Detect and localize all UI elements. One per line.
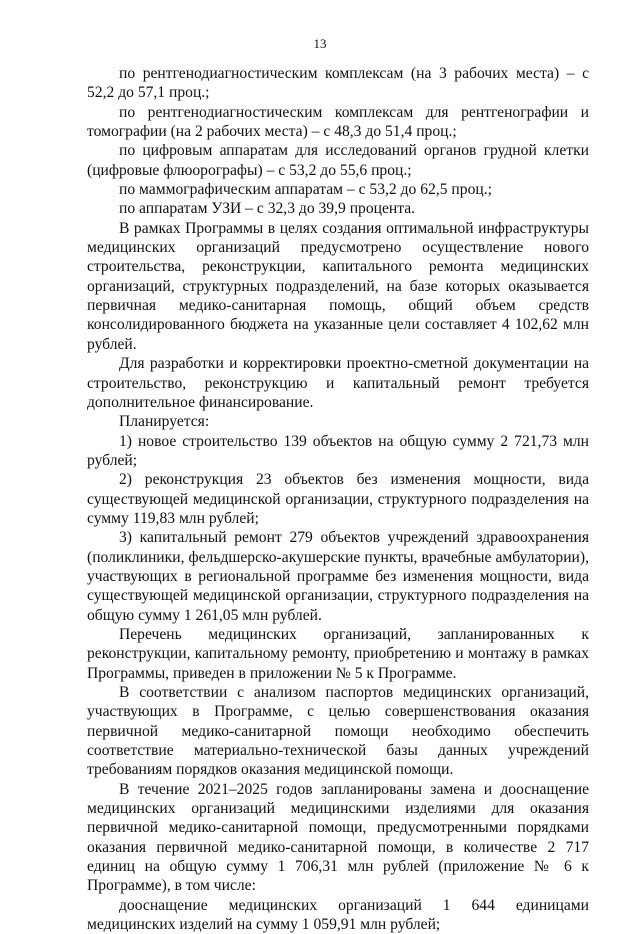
paragraph-appendix-5: Перечень медицинских организаций, запланированных к реконструкции, капитальному ремонту, приобретению и монтажу в рамках Программы, приведен в приложении № 5 к Программе. (87, 625, 589, 682)
paragraph-rentgen-3: по рентгенодиагностическим комплексам (на 3 рабочих места) – с 52,2 до 57,1 проц.; (87, 65, 589, 102)
paragraph-planned: Планируется: (119, 413, 210, 431)
paragraph-design-docs: Для разработки и корректировки проектно-сметной документации на строительство, реконструкцию и капитальный ремонт требуется дополнительное финансирование. (87, 355, 589, 411)
document-body (87, 64, 589, 934)
page-number: 13 (313, 36, 327, 51)
list-item-new-construction: 1) новое строительство 139 объектов на общую сумму 2 721,73 млн рублей; (87, 432, 589, 469)
list-item-capital-repair: 3) капитальный ремонт 279 объектов учреждений здравоохранения (поликлиники, фельдшерско-акушерские пункты, врачебные амбулатории), участвующих в региональной программе без изменения мощности, вида существующей медицинской организации, структурного подразделения на общую сумму 1 261,05 млн рублей. (87, 529, 589, 624)
paragraph-mammograph: по маммографическим аппаратам – с 53,2 до 62,5 проц.; (119, 181, 492, 199)
paragraph-equipment-2021-2025: В течение 2021–2025 годов запланированы замена и дооснащение медицинских организаций медицинскими изделиями для оказания первичной медико-санитарной помощи, предусмотренными порядками оказания первичной медико-санитарной помощи, в количестве 2 717 единиц на общую сумму 1 706,31 млн рублей (приложение № 6 к Программе), в том числе: (87, 780, 589, 895)
paragraph-rentgen-2: по рентгенодиагностическим комплексам для рентгенографии и томографии (на 2 рабочих места) – с 48,3 до 51,4 проц.; (87, 103, 589, 141)
paragraph-infrastructure: В рамках Программы в целях создания оптимальной инфраструктуры медицинских организаций предусмотрено осуществление нового строительства, реконструкции, капитального ремонта медицинских организаций, структурных подразделений, на базе которых оказывается первичная медико-санитарная помощь, общий объем средств консолидированного бюджета на указанные цели составляет 4 102,62 млн рублей. (87, 219, 589, 353)
list-item-reconstruction: 2) реконструкция 23 объектов без изменения мощности, вида существующей медицинской организации, структурного подразделения на сумму 119,83 млн рублей; (87, 471, 589, 527)
paragraph-passports-analysis: В соответствии с анализом паспортов медицинских организаций, участвующих в Программе, с целью совершенствования оказания первичной медико-санитарной помощи необходимо обеспечить соответствие материально-технической базы данных учреждений требованиям порядков оказания медицинской помощи. (87, 684, 589, 779)
paragraph-fluorograph: по цифровым аппаратам для исследований органов грудной клетки (цифровые флюорографы) – с 53,2 до 55,6 проц.; (87, 142, 589, 179)
paragraph-uzi: по аппаратам УЗИ – с 32,3 до 39,9 процента. (119, 200, 416, 218)
paragraph-additional-equipment: дооснащение медицинских организаций 1 644 единицами медицинских изделий на сумму 1 059,91 млн рублей; (87, 896, 589, 934)
